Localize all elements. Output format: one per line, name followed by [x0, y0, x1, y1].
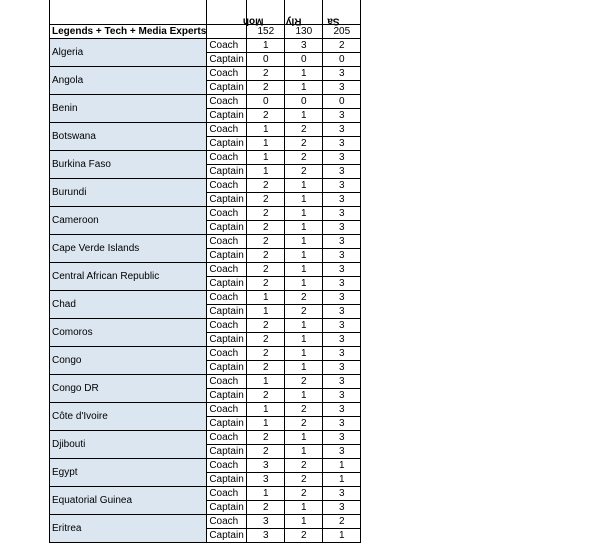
- role-captain-cell: Captain: [207, 165, 247, 179]
- role-coach-cell: Coach: [207, 347, 247, 361]
- score-cell: 1: [247, 165, 285, 179]
- role-captain-cell: Captain: [207, 389, 247, 403]
- score-cell: 3: [247, 473, 285, 487]
- column-header: Moh: [247, 0, 285, 25]
- score-cell: 1: [285, 389, 323, 403]
- score-cell: 1: [247, 305, 285, 319]
- score-cell: 1: [323, 459, 361, 473]
- role-captain-cell: Captain: [207, 249, 247, 263]
- score-cell: 1: [247, 375, 285, 389]
- score-cell: 2: [285, 473, 323, 487]
- score-cell: 3: [323, 81, 361, 95]
- score-cell: 2: [247, 235, 285, 249]
- score-cell: 3: [323, 193, 361, 207]
- role-captain-cell: Captain: [207, 221, 247, 235]
- table-row: [50, 67, 361, 81]
- role-coach-cell: Coach: [207, 179, 247, 193]
- score-cell: 1: [285, 361, 323, 375]
- role-captain-cell: Captain: [207, 473, 247, 487]
- country-cell: Cape Verde Islands: [50, 235, 207, 263]
- score-cell: 2: [247, 445, 285, 459]
- score-cell: 2: [323, 515, 361, 529]
- score-cell: 3: [323, 137, 361, 151]
- total-cell: 130: [285, 25, 323, 39]
- score-cell: 3: [323, 319, 361, 333]
- score-cell: 1: [247, 137, 285, 151]
- role-coach-cell: Coach: [207, 151, 247, 165]
- score-cell: 3: [323, 333, 361, 347]
- score-cell: 3: [323, 67, 361, 81]
- score-cell: 3: [323, 389, 361, 403]
- score-cell: 3: [323, 403, 361, 417]
- role-coach-cell: Coach: [207, 515, 247, 529]
- score-cell: 1: [323, 529, 361, 543]
- score-cell: 3: [323, 277, 361, 291]
- table-row: [50, 319, 361, 333]
- score-cell: 2: [285, 529, 323, 543]
- score-cell: 2: [323, 39, 361, 53]
- country-cell: Angola: [50, 67, 207, 95]
- country-cell: Benin: [50, 95, 207, 123]
- country-cell: Egypt: [50, 459, 207, 487]
- score-cell: 1: [285, 67, 323, 81]
- role-coach-cell: Coach: [207, 487, 247, 501]
- total-cell: 205: [323, 25, 361, 39]
- score-cell: 1: [285, 81, 323, 95]
- score-cell: 2: [247, 501, 285, 515]
- role-captain-cell: Captain: [207, 529, 247, 543]
- role-coach-cell: Coach: [207, 235, 247, 249]
- score-cell: 1: [285, 515, 323, 529]
- score-cell: 3: [323, 445, 361, 459]
- table-row: [50, 263, 361, 277]
- score-cell: 3: [323, 249, 361, 263]
- role-coach-cell: Coach: [207, 431, 247, 445]
- score-cell: 1: [285, 193, 323, 207]
- score-cell: 2: [247, 221, 285, 235]
- table-row: [50, 431, 361, 445]
- score-cell: 2: [247, 277, 285, 291]
- score-cell: 2: [285, 123, 323, 137]
- score-cell: 2: [285, 305, 323, 319]
- header-row: [50, 0, 361, 25]
- table-row: [50, 459, 361, 473]
- score-cell: 3: [323, 417, 361, 431]
- table-row: [50, 123, 361, 137]
- table-row: [50, 515, 361, 529]
- score-cell: 0: [247, 53, 285, 67]
- country-cell: Equatorial Guinea: [50, 487, 207, 515]
- score-cell: 1: [285, 263, 323, 277]
- score-cell: 1: [285, 347, 323, 361]
- country-cell: Cameroon: [50, 207, 207, 235]
- table-row: [50, 39, 361, 53]
- header-blank-cell: [50, 0, 207, 25]
- role-captain-cell: Captain: [207, 417, 247, 431]
- table-row: [50, 291, 361, 305]
- country-cell: Central African Republic: [50, 263, 207, 291]
- country-cell: Eritrea: [50, 515, 207, 543]
- score-cell: 3: [323, 431, 361, 445]
- score-cell: 2: [247, 81, 285, 95]
- score-cell: 0: [247, 95, 285, 109]
- table-row: [50, 375, 361, 389]
- score-cell: 1: [285, 501, 323, 515]
- table-row: [50, 95, 361, 109]
- role-coach-cell: Coach: [207, 263, 247, 277]
- role-coach-cell: Coach: [207, 39, 247, 53]
- score-cell: 3: [323, 179, 361, 193]
- table-row: [50, 151, 361, 165]
- country-cell: Côte d'Ivoire: [50, 403, 207, 431]
- score-cell: 2: [247, 389, 285, 403]
- score-cell: 0: [323, 53, 361, 67]
- score-cell: 3: [323, 109, 361, 123]
- score-cell: 2: [247, 361, 285, 375]
- role-captain-cell: Captain: [207, 501, 247, 515]
- score-cell: 2: [285, 459, 323, 473]
- totals-blank-cell: [207, 25, 247, 39]
- score-cell: 1: [285, 333, 323, 347]
- role-captain-cell: Captain: [207, 305, 247, 319]
- ranking-table: [49, 0, 361, 543]
- score-cell: 2: [247, 431, 285, 445]
- score-cell: 1: [247, 39, 285, 53]
- role-coach-cell: Coach: [207, 291, 247, 305]
- role-captain-cell: Captain: [207, 361, 247, 375]
- score-cell: 3: [323, 291, 361, 305]
- score-cell: 2: [285, 151, 323, 165]
- role-captain-cell: Captain: [207, 137, 247, 151]
- column-header: Sa: [323, 0, 361, 25]
- country-cell: Djibouti: [50, 431, 207, 459]
- score-cell: 2: [285, 165, 323, 179]
- role-coach-cell: Coach: [207, 403, 247, 417]
- score-cell: 2: [247, 109, 285, 123]
- totals-row: [50, 25, 361, 39]
- country-cell: Congo: [50, 347, 207, 375]
- score-cell: 0: [285, 95, 323, 109]
- role-captain-cell: Captain: [207, 109, 247, 123]
- country-cell: Burundi: [50, 179, 207, 207]
- score-cell: 1: [247, 291, 285, 305]
- score-cell: 2: [247, 347, 285, 361]
- score-cell: 3: [323, 501, 361, 515]
- country-cell: Algeria: [50, 39, 207, 67]
- score-cell: 3: [323, 347, 361, 361]
- score-cell: 1: [247, 123, 285, 137]
- score-cell: 1: [285, 179, 323, 193]
- table-row: [50, 179, 361, 193]
- score-cell: 3: [323, 123, 361, 137]
- role-coach-cell: Coach: [207, 207, 247, 221]
- score-cell: 1: [247, 487, 285, 501]
- score-cell: 2: [247, 207, 285, 221]
- score-cell: 3: [323, 235, 361, 249]
- score-cell: 3: [323, 221, 361, 235]
- country-cell: Chad: [50, 291, 207, 319]
- score-cell: 3: [247, 515, 285, 529]
- score-cell: 2: [285, 487, 323, 501]
- score-cell: 3: [323, 263, 361, 277]
- header-blank-cell: [207, 0, 247, 25]
- score-cell: 2: [285, 375, 323, 389]
- score-cell: 3: [323, 207, 361, 221]
- score-cell: 3: [323, 305, 361, 319]
- role-captain-cell: Captain: [207, 277, 247, 291]
- role-captain-cell: Captain: [207, 333, 247, 347]
- score-cell: 0: [285, 53, 323, 67]
- score-cell: 1: [285, 221, 323, 235]
- score-cell: 2: [247, 333, 285, 347]
- role-captain-cell: Captain: [207, 445, 247, 459]
- role-coach-cell: Coach: [207, 375, 247, 389]
- score-cell: 3: [323, 165, 361, 179]
- country-cell: Congo DR: [50, 375, 207, 403]
- table-row: [50, 487, 361, 501]
- score-cell: 0: [323, 95, 361, 109]
- role-coach-cell: Coach: [207, 123, 247, 137]
- country-cell: Burkina Faso: [50, 151, 207, 179]
- score-cell: 2: [247, 67, 285, 81]
- role-captain-cell: Captain: [207, 193, 247, 207]
- table-row: [50, 403, 361, 417]
- total-cell: 152: [247, 25, 285, 39]
- score-cell: 3: [323, 487, 361, 501]
- score-cell: 2: [247, 193, 285, 207]
- score-cell: 2: [247, 263, 285, 277]
- role-coach-cell: Coach: [207, 319, 247, 333]
- score-cell: 1: [285, 207, 323, 221]
- score-cell: 3: [285, 39, 323, 53]
- score-cell: 1: [247, 403, 285, 417]
- country-cell: Botswana: [50, 123, 207, 151]
- score-cell: 1: [285, 277, 323, 291]
- score-cell: 3: [247, 459, 285, 473]
- column-header: Riy: [285, 0, 323, 25]
- score-cell: 3: [323, 375, 361, 389]
- score-cell: 2: [285, 403, 323, 417]
- table-row: [50, 347, 361, 361]
- country-cell: Comoros: [50, 319, 207, 347]
- role-captain-cell: Captain: [207, 53, 247, 67]
- score-cell: 1: [285, 235, 323, 249]
- score-cell: 3: [323, 361, 361, 375]
- table-row: [50, 235, 361, 249]
- role-coach-cell: Coach: [207, 95, 247, 109]
- table-row: [50, 207, 361, 221]
- score-cell: 1: [247, 417, 285, 431]
- role-coach-cell: Coach: [207, 67, 247, 81]
- score-cell: 1: [285, 319, 323, 333]
- role-captain-cell: Captain: [207, 81, 247, 95]
- score-cell: 2: [247, 249, 285, 263]
- score-cell: 1: [285, 109, 323, 123]
- score-cell: 2: [247, 179, 285, 193]
- score-cell: 2: [247, 319, 285, 333]
- role-coach-cell: Coach: [207, 459, 247, 473]
- score-cell: 1: [323, 473, 361, 487]
- score-cell: 1: [285, 431, 323, 445]
- table-title: Legends + Tech + Media Experts: [50, 25, 207, 39]
- score-cell: 1: [285, 445, 323, 459]
- score-cell: 2: [285, 137, 323, 151]
- score-cell: 3: [323, 151, 361, 165]
- score-cell: 2: [285, 417, 323, 431]
- score-cell: 1: [247, 151, 285, 165]
- score-cell: 1: [285, 249, 323, 263]
- score-cell: 2: [285, 291, 323, 305]
- score-cell: 3: [247, 529, 285, 543]
